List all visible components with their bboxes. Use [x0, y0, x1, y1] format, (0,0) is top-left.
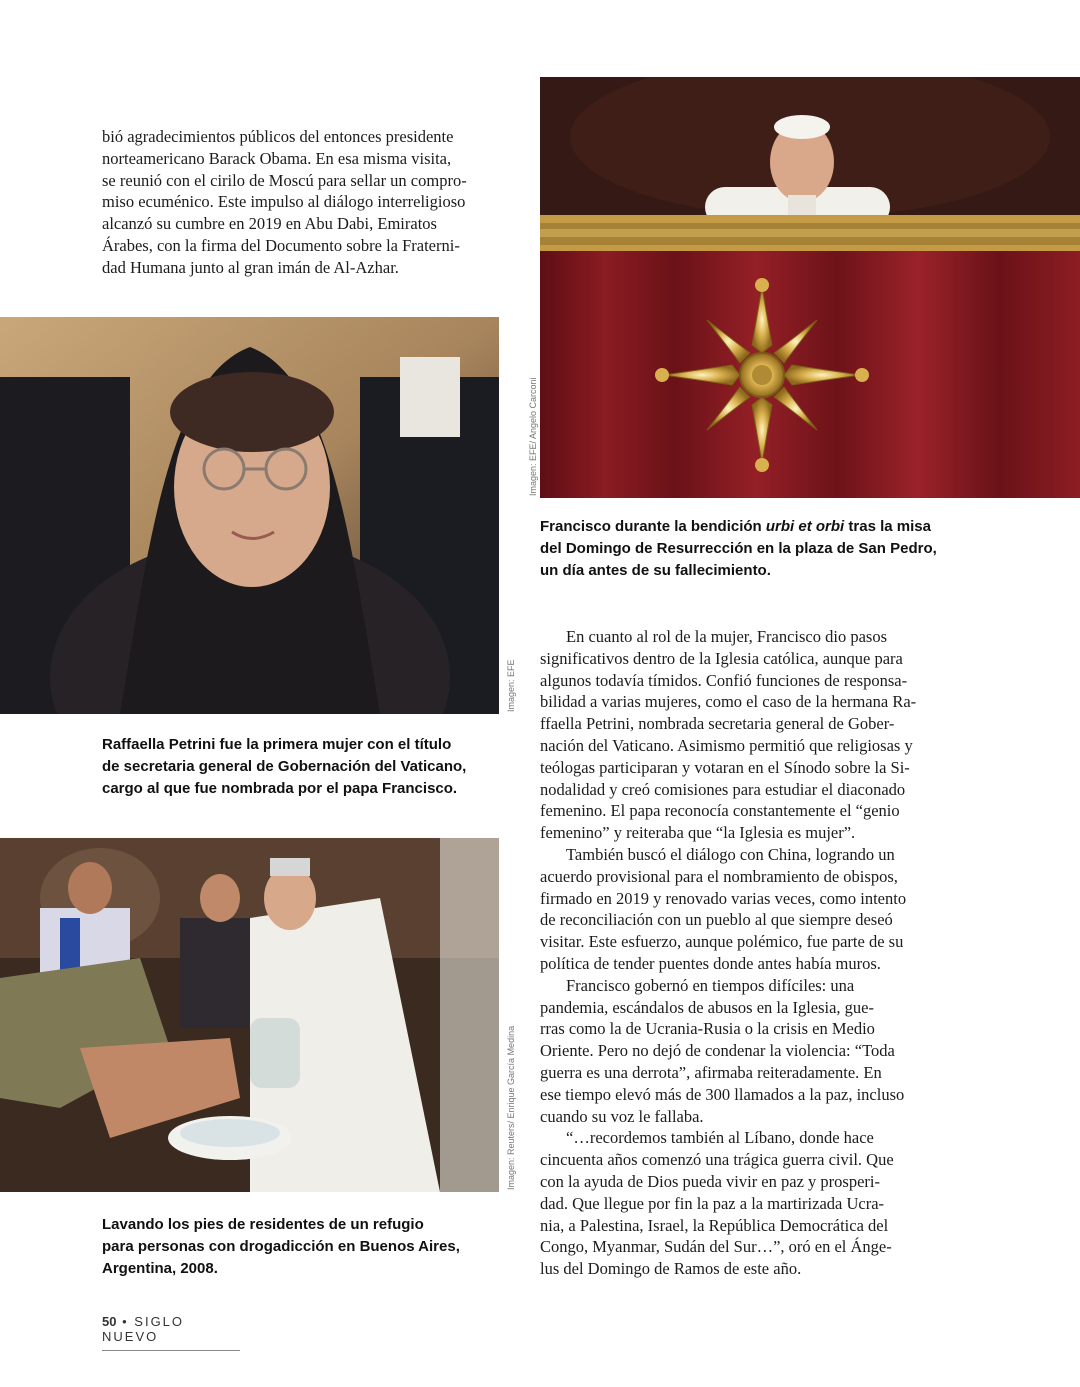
pope-photo-credit: Imagen: EFE/ Angelo Carconi [528, 377, 538, 496]
magazine-name: SIGLO NUEVO [102, 1314, 185, 1344]
text-line: lus del Domingo de Ramos de este año. [540, 1259, 802, 1279]
nun-caption-line: cargo al que fue nombrada por el papa Francisco. [102, 780, 458, 797]
text-line: pandemia, escándalos de abusos en la Iglesia, gue- [540, 997, 875, 1017]
text-line: cincuenta años comenzó una trágica guerra civil. Que [540, 1150, 894, 1170]
washing-feet-photo [0, 838, 499, 1192]
page-footer [102, 1314, 240, 1351]
nun-photo-caption [102, 734, 482, 800]
text-line: guerra es una derrota”, afirmaba reiteradamente. En [540, 1062, 882, 1082]
text-line: nación del Vaticano. Asimismo permitió que religiosas y [540, 735, 913, 755]
text-line: “…recordemos también al Líbano, donde hace [566, 1128, 874, 1148]
pope-caption-pre: Francisco durante la bendición [540, 518, 766, 535]
top-paragraph [102, 126, 502, 279]
text-line: de reconciliación con un pueblo al que siempre deseó [540, 910, 893, 930]
text-line: femenino. El papa reconocía constantemente el “genio [540, 801, 900, 821]
pope-caption-line: un día antes de su fallecimiento. [540, 562, 771, 579]
text-line: alcanzó su cumbre en 2019 en Abu Dabi, Emiratos [102, 214, 437, 234]
text-line: política de tender puentes donde antes había muros. [540, 953, 881, 973]
text-line: femenino” y reiteraba que “la Iglesia es mujer”. [540, 823, 856, 843]
text-line: cuando su voz le fallaba. [540, 1106, 704, 1126]
feet-caption-line: Lavando los pies de residentes de un refugio [102, 1216, 424, 1233]
text-line: También buscó el diálogo con China, logrando un [566, 844, 895, 864]
text-line: norteamericano Barack Obama. En esa misma visita, [102, 148, 452, 168]
text-line: nodalidad y creó comisiones para estudiar el diaconado [540, 779, 906, 799]
text-line: algunos todavía tímidos. Confió funciones de responsa- [540, 670, 908, 690]
text-line: Congo, Myanmar, Sudán del Sur…”, oró en el Ánge- [540, 1237, 892, 1257]
pope-caption-emphasis: urbi et orbi [765, 518, 845, 535]
text-line: visitar. Este esfuerzo, aunque polémico, fue parte de su [540, 932, 904, 952]
text-line: Oriente. Pero no dejó de condenar la violencia: “Toda [540, 1041, 895, 1061]
text-line: acuerdo provisional para el nombramiento de obispos, [540, 866, 898, 886]
article-body [540, 626, 950, 1280]
text-line: ese tiempo elevó más de 300 llamados a la paz, incluso [540, 1084, 905, 1104]
text-line: bió agradecimientos públicos del entonces presidente [102, 127, 454, 146]
text-line: firmado en 2019 y renovado varias veces, como intento [540, 888, 907, 908]
feet-caption-line: Argentina, 2008. [102, 1260, 218, 1277]
text-line: con la ayuda de Dios pueda vivir en paz y prosperi- [540, 1171, 880, 1191]
footer-separator: • [122, 1314, 129, 1329]
text-line: teólogas participaran y votaran en el Sínodo sobre la Si- [540, 757, 910, 777]
pope-caption-line: del Domingo de Resurrección en la plaza de San Pedro, [540, 540, 937, 557]
text-line: ffaella Petrini, nombrada secretaria general de Gober- [540, 714, 895, 734]
text-line: dad. Que llegue por fin la paz a la martirizada Ucra- [540, 1193, 885, 1213]
text-line: nia, a Palestina, Israel, la República Democrática del [540, 1215, 889, 1235]
feet-photo-credit: Imagen: Reuters/ Enrique García Medina [506, 1025, 516, 1190]
feet-photo-caption [102, 1214, 482, 1280]
text-line: miso ecuménico. Este impulso al diálogo interreligioso [102, 192, 466, 212]
pope-photo-caption [540, 516, 960, 582]
nun-photo-credit: Imagen: EFE [506, 659, 516, 712]
text-line: se reunió con el cirilo de Moscú para sellar un compro- [102, 170, 467, 190]
text-line: En cuanto al rol de la mujer, Francisco dio pasos [566, 627, 888, 646]
raffaella-petrini-photo [0, 317, 499, 714]
text-line: Francisco gobernó en tiempos difíciles: una [566, 975, 855, 995]
text-line: significativos dentro de la Iglesia católica, aunque para [540, 648, 903, 668]
text-line: Árabes, con la firma del Documento sobre la Fraterni- [102, 235, 460, 255]
text-line: rras como la de Ucrania-Rusia o la crisis en Medio [540, 1019, 875, 1039]
text-line: dad Humana junto al gran imán de Al-Azhar. [102, 257, 399, 277]
text-line: bilidad a varias mujeres, como el caso de la hermana Ra- [540, 692, 917, 712]
feet-caption-line: para personas con drogadicción en Buenos Aires, [102, 1238, 460, 1255]
nun-caption-line: Raffaella Petrini fue la primera mujer con el título [102, 736, 452, 753]
page-number: 50 [102, 1314, 117, 1329]
nun-caption-line: de secretaria general de Gobernación del Vaticano, [102, 758, 467, 775]
pope-caption-post: tras la misa [844, 518, 931, 535]
pope-balcony-photo [540, 77, 1080, 498]
